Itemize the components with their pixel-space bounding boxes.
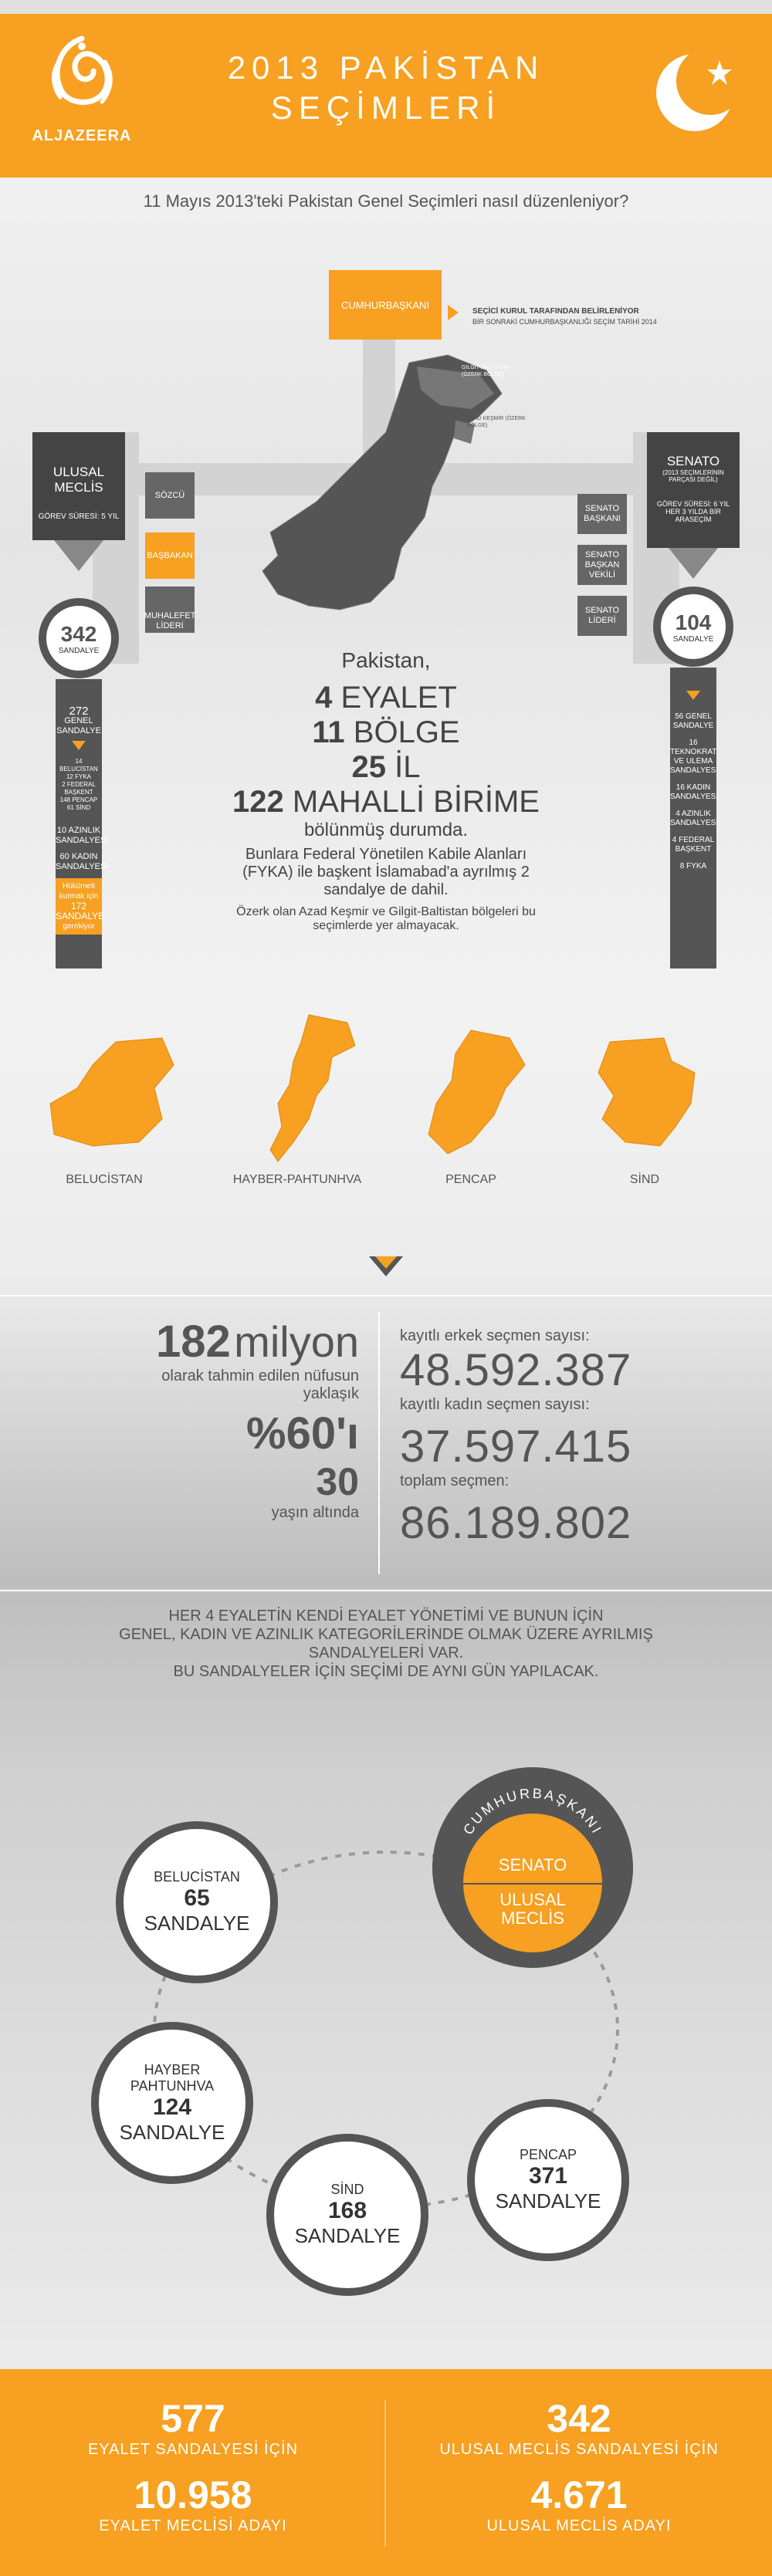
- president-note-1: SEÇİCİ KURUL TARAFINDAN BELİRLENİYOR: [472, 307, 639, 316]
- provincial-line-4: BU SANDALYELER İÇİN SEÇİMİ DE AYNI GÜN YAPILACAK.: [173, 1663, 599, 1680]
- total-voters-label: toplam seçmen:: [400, 1472, 510, 1489]
- regions-label: BÖLGE: [353, 715, 460, 749]
- divisions-suffix: bölünmüş durumda.: [303, 820, 469, 840]
- cycle-balochistan: [116, 1821, 278, 1983]
- divisions-lead: Pakistan,: [341, 648, 431, 672]
- province-balochistan: BELUCİSTAN: [66, 1173, 143, 1186]
- provincial-text: [31, 1607, 741, 1681]
- population-desc-2: yaklaşık: [303, 1385, 359, 1402]
- arrow-down-icon: [72, 741, 86, 750]
- national-breakdown-column: [56, 679, 109, 969]
- provincial-line-1: HER 4 EYALETİN KENDİ EYALET YÖNETİMİ VE BUNUN İÇİN: [168, 1607, 604, 1624]
- senate-title: SENATO: [666, 454, 720, 468]
- youth-age-label: yaşın altında: [271, 1504, 359, 1521]
- center-assembly-2: MECLİS: [501, 1908, 564, 1928]
- province-kp: HAYBER-PAHTUNHVA: [232, 1173, 362, 1186]
- section-arrow-icon: [369, 1256, 403, 1276]
- cycle-kp-num: 124: [152, 2094, 192, 2120]
- cycle-sindh-name: SİND: [330, 2182, 364, 2197]
- districts-label: İL: [394, 750, 421, 784]
- center-disc: [463, 1814, 602, 1952]
- female-voters: 37.597.415: [400, 1422, 632, 1472]
- cycle-punjab-name: PENCAP: [519, 2147, 577, 2162]
- opposition-box: MUHALEFET LİDERİ: [145, 587, 195, 633]
- cycle-kp-name-1: HAYBER: [144, 2061, 201, 2077]
- population-desc-1: olarak tahmin edilen nüfusun: [161, 1367, 359, 1384]
- footer-provincial-candidates: 10.958: [134, 2473, 252, 2517]
- senate-minority: 4 AZINLIK SANDALYESİ: [670, 810, 719, 827]
- cycle-balochistan-name: BELUCİSTAN: [154, 1869, 240, 1885]
- sindh-map: [587, 1034, 703, 1150]
- cycle-punjab-lbl: SANDALYE: [495, 2189, 601, 2213]
- general-seats-lbl: GENEL SANDALYE: [56, 716, 101, 735]
- senate-capital: 4 FEDERAL BAŞKENT: [672, 836, 715, 854]
- map-label-kashmir: AZAD KEŞMİR (ÖZERK BÖLGE): [467, 416, 526, 428]
- cycle-sindh: [266, 2134, 428, 2296]
- national-seats-circle: [39, 598, 119, 678]
- aljazeera-logo: [28, 31, 136, 154]
- voters-block: [400, 1327, 740, 1549]
- divider-bottom: [0, 1590, 772, 1591]
- province-sindh: SİND: [629, 1173, 660, 1186]
- provinces-label: EYALET: [340, 681, 457, 715]
- footer-right: [401, 2396, 757, 2535]
- divisions-note-1: Bunlara Federal Yönetilen Kabile Alanları (FYKA) ile başkent İslamabad'a ayrılmış 2 sandalye de dahil.: [242, 846, 530, 898]
- province-punjab: PENCAP: [445, 1173, 496, 1186]
- minority-seats: 10 AZINLIK SANDALYESİ: [56, 826, 109, 845]
- senate-deputy-box: SENATO BAŞKAN VEKİLİ: [577, 545, 627, 585]
- senate-chairman-box: SENATO BAŞKANI: [577, 494, 627, 534]
- footer-provincial-seats-lbl: EYALET SANDALYESİ İÇİN: [87, 2441, 299, 2458]
- national-seats-lbl: SANDALYE: [58, 646, 100, 655]
- senate-term: GÖREV SÜRESİ: 6 YIL HER 3 YILDA BİR ARASEÇİM: [656, 500, 730, 523]
- top-strip: [0, 0, 772, 14]
- cycle-kp-name-2: PAHTUNHVA: [130, 2077, 215, 2094]
- cycle-balochistan-num: 65: [184, 1885, 210, 1911]
- national-title-2: MECLİS: [54, 480, 103, 495]
- crescent-star-icon: [648, 39, 749, 139]
- senate-general: 56 GENEL SANDALYE: [672, 712, 714, 730]
- title-line-1: 2013 PAKİSTAN: [227, 49, 545, 86]
- senate-subtitle: (2013 SEÇİMLERİNİN PARÇASI DEĞİL): [662, 469, 724, 483]
- provincial-line-2: GENEL, KADIN VE AZINLIK KATEGORİLERİNDE OLMAK ÜZERE AYRILMIŞ: [119, 1626, 653, 1643]
- female-voters-label: kayıtlı kadın seçmen sayısı:: [400, 1396, 590, 1413]
- president-box: CUMHURBAŞKANI: [329, 270, 442, 340]
- senate-technocrat: 16 TEKNOKRAT VE ULEMA SANDALYESİ: [670, 739, 719, 775]
- center-senate: SENATO: [463, 1814, 602, 1883]
- breakdown-fata: 12 FYKA: [66, 773, 91, 780]
- footer-national-seats: 342: [547, 2397, 611, 2440]
- gov-note-box: [56, 878, 105, 935]
- general-seats-num: 272: [69, 705, 89, 718]
- male-voters-label: kayıtlı erkek seçmen sayısı:: [400, 1327, 590, 1344]
- senate-seats-lbl: SANDALYE: [672, 634, 714, 644]
- footer-banner: [0, 2369, 772, 2576]
- footer-provincial-candidates-lbl: EYALET MECLİSİ ADAYI: [99, 2517, 287, 2534]
- population-block: [46, 1316, 359, 1522]
- intro-question: 11 Mayıs 2013'teki Pakistan Genel Seçimleri nasıl düzenleniyor?: [143, 191, 629, 211]
- national-seats-num: 342: [60, 621, 97, 646]
- national-term: GÖREV SÜRESİ: 5 YIL: [38, 512, 120, 521]
- national-title-1: ULUSAL: [52, 465, 105, 479]
- cycle-sindh-num: 168: [327, 2198, 367, 2223]
- provinces-count: 4: [315, 681, 333, 715]
- senate-breakdown-column: [670, 668, 719, 969]
- footer-provincial-seats: 577: [161, 2397, 225, 2440]
- aljazeera-logo-icon: [28, 31, 136, 123]
- senate-leader-box: SENATO LİDERİ: [577, 596, 627, 636]
- districts-count: 25: [351, 750, 386, 784]
- gov-note-2: 172 SANDALYE: [56, 901, 105, 921]
- population-unit: milyon: [234, 1317, 359, 1366]
- national-assembly-box: [32, 432, 125, 540]
- divisions-block: [185, 648, 587, 933]
- footer-left: [15, 2396, 371, 2535]
- punjab-map: [417, 1026, 533, 1158]
- breakdown-punjab: 148 PENCAP: [59, 796, 98, 803]
- male-voters: 48.592.387: [400, 1345, 632, 1395]
- map-label-gilgit: GILGIT-BALTISTAN (ÖZERK BÖLGE): [462, 365, 510, 377]
- balochistan-map: [46, 1034, 178, 1150]
- kp-map: [247, 1011, 363, 1165]
- local-label: MAHALLİ BİRİME: [292, 785, 540, 819]
- center-assembly-1: ULUSAL: [499, 1890, 566, 1909]
- cycle-balochistan-lbl: SANDALYE: [144, 1912, 250, 1935]
- senate-seats-num: 104: [675, 610, 712, 634]
- divider-top: [0, 1295, 772, 1296]
- youth-percent: %60'ı: [246, 1408, 359, 1459]
- cycle-punjab-num: 371: [528, 2163, 568, 2189]
- breakdown-capital: 2 FEDERAL BAŞKENT: [62, 781, 96, 796]
- arrow-down-icon-2: [686, 691, 700, 700]
- senate-women: 16 KADIN SANDALYESİ: [670, 783, 719, 801]
- senate-seats-circle: [653, 587, 733, 667]
- population-num: 182: [155, 1317, 231, 1367]
- footer-national-seats-lbl: ULUSAL MECLİS SANDALYESİ İÇİN: [439, 2441, 719, 2458]
- senate-funnel: [669, 548, 718, 579]
- cycle-kp-lbl: SANDALYE: [119, 2120, 225, 2144]
- footer-national-candidates: 4.671: [530, 2473, 628, 2517]
- local-count: 122: [232, 785, 284, 819]
- cycle-punjab: [467, 2099, 629, 2261]
- total-voters: 86.189.802: [400, 1498, 632, 1548]
- regions-count: 11: [312, 715, 345, 749]
- president-note-2: BİR SONRAKİ CUMHURBAŞKANLIĞI SEÇİM TARİHİ 2014: [472, 318, 657, 326]
- youth-age: 30: [316, 1460, 359, 1503]
- breakdown-sindh: 61 SİND: [66, 804, 91, 811]
- gov-note-3: gerekiyor: [63, 922, 95, 931]
- footer-divider: [384, 2400, 386, 2547]
- pm-box: BAŞBAKAN: [145, 532, 195, 579]
- national-funnel: [54, 540, 103, 571]
- title-line-2: SEÇİMLERİ: [270, 90, 502, 126]
- speaker-box: SÖZCÜ: [145, 472, 195, 519]
- logo-text: ALJAZEERA: [32, 127, 132, 144]
- cycle-kp: [91, 2022, 253, 2184]
- arrow-right-icon: [448, 305, 459, 320]
- gov-note-1: Hükümeti kurmak için: [59, 882, 99, 901]
- center-top-label: CUMHURBAŞKANI: [460, 1785, 606, 1837]
- senate-box: [647, 432, 740, 548]
- divisions-note-2: Özerk olan Azad Keşmir ve Gilgit-Baltistan bölgeleri bu seçimlerde yer almayacak.: [236, 905, 536, 932]
- senate-fata: 8 FYKA: [679, 862, 707, 870]
- pakistan-map: [247, 347, 533, 641]
- women-seats: 60 KADIN SANDALYESİ: [56, 852, 109, 871]
- provincial-line-3: SANDALYELERİ VAR.: [308, 1645, 464, 1662]
- cycle-sindh-lbl: SANDALYE: [294, 2224, 401, 2247]
- breakdown-balochistan: 14 BELUCİSTAN: [59, 758, 98, 772]
- footer-national-candidates-lbl: ULUSAL MECLİS ADAYI: [486, 2517, 672, 2534]
- divider-vertical: [378, 1312, 380, 1574]
- page-title: [193, 48, 579, 128]
